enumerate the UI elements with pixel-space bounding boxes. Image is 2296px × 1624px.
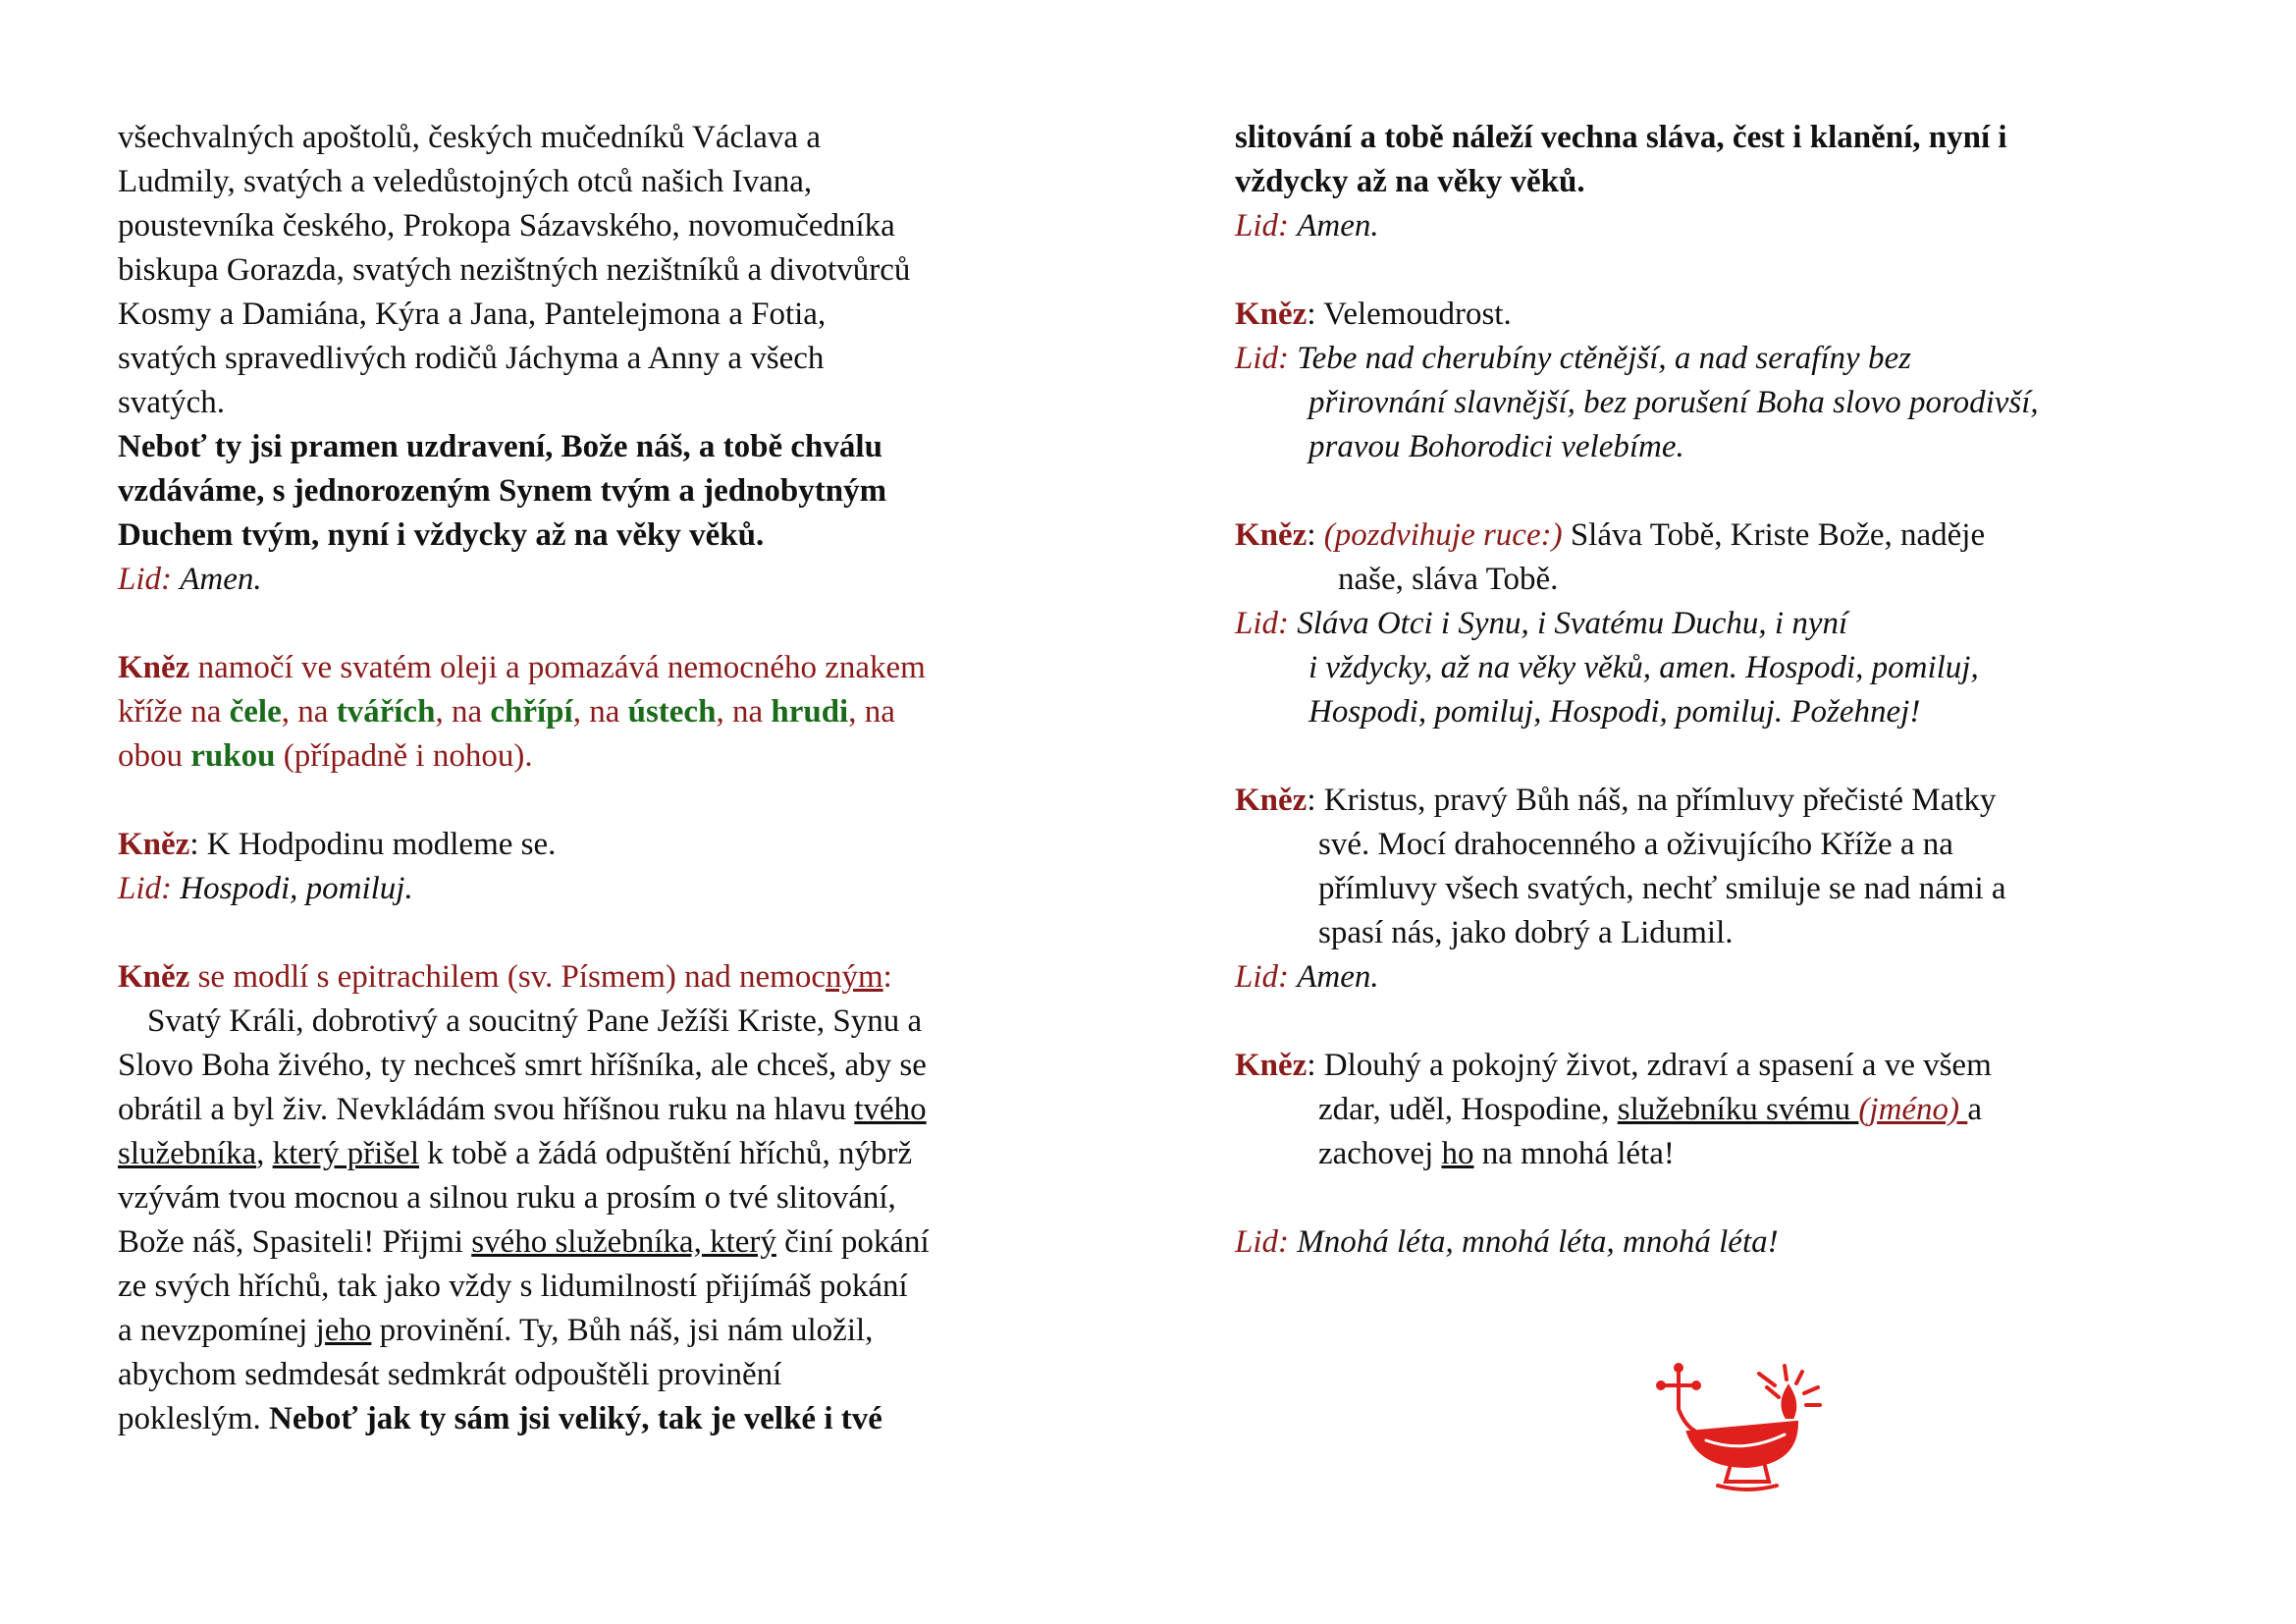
anointing-rubric: Kněz namočí ve svatém oleji a pomazává nemocného znakem kříže na čele, na tvářích, na chřípí, na ústech, na hrudi, na obou rukou (případně i nohou). — [118, 650, 926, 774]
many-years-blessing: Kněz: Dlouhý a pokojný život, zdraví a spasení a ve všem zdar, uděl, Hospodine, služebníku svému (jméno) a zachovej ho na mnohá léta! — [1235, 1048, 1992, 1171]
left-column — [118, 116, 1099, 1441]
final-response: Lid: Mnohá léta, mnohá léta, mnohá léta! — [1235, 1224, 1779, 1260]
wisdom-exchange: Kněz: Velemoudrost. Lid: Tebe nad cherubíny ctěnější, a nad serafíny bez přirovnání slavnější, bez porušení Boha slovo porodivší, pravou Bohorodici velebíme. — [1235, 297, 2039, 464]
glory-exchange: Kněz: (pozdvihuje ruce:) Sláva Tobě, Kriste Bože, naděje naše, sláva Tobě. Lid: Sláva Otci i Synu, i Svatému Duchu, i nyní i vždycky, až na věky věků, amen. Hospodi, pomiluj, Hospodi, pomiluj, Hospodi, pomiluj. Požehnej! — [1235, 517, 1986, 730]
right-column — [1235, 116, 2216, 1265]
oil-lamp-icon — [1649, 1360, 1826, 1507]
prayer-over-sick: Kněz se modlí s epitrachilem (sv. Písmem) nad nemocným: Svatý Králi, dobrotivý a soucitný Pane Ježíši Kriste, Synu a Slovo Boha živého, ty nechceš smrt hříšníka, ale chceš, aby se obrátil a byl živ. Nevkládám svou hříšnou ruku na hlavu tvého služebníka, který přišel k tobě a žádá odpuštění hříchů, nýbrž vzývám tvou mocnou a silnou ruku a prosím o tvé slitování, Bože náš, Spasiteli! Přijmi svého služebníka, který činí pokání ze svých hříchů, tak jako vždy s lidumilností přijímáš pokání a nevzpomínej jeho provinění. Ty, Bůh náš, jsi nám uložil, abychom sedmdesát sedmkrát odpouštěli provinění pokleslým. Neboť jak ty sám jsi veliký, tak je velké i tvé — [118, 959, 930, 1436]
dismissal: Kněz: Kristus, pravý Bůh náš, na přímluvy přečisté Matky své. Mocí drahocenného a oživujícího Kříže a na přímluvy všech svatých, nechť smiluje se nad námi a spasí nás, jako dobrý a Lidumil. Lid: Amen. — [1235, 783, 2006, 995]
commemoration-text: všechvalných apoštolů, českých mučedníků Václava a Ludmily, svatých a veledůstojných otců našich Ivana, poustevníka českého, Prokopa Sázavského, novomučedníka biskupa Gorazda, svatých nezištných nezištníků a divotvůrců Kosmy a Damiána, Kýra a Jana, Pantelejmona a Fotia, svatých spravedlivých rodičů Jáchyma a Anny a všech svatých. Neboť ty jsi pramen uzdravení, Bože náš, a tobě chválu vzdáváme, s jednorozeným Synem tvým a jednobytným Duchem tvým, nyní i vždycky až na věky věků. Lid: Amen. — [118, 120, 911, 597]
litany-exchange: Kněz: K Hodpodinu modleme se. Lid: Hospodi, pomiluj. — [118, 827, 557, 906]
doxology-continuation: slitování a tobě náleží vechna sláva, čest i klanění, nyní i vždycky až na věky věků. Lid: Amen. — [1235, 120, 2007, 244]
